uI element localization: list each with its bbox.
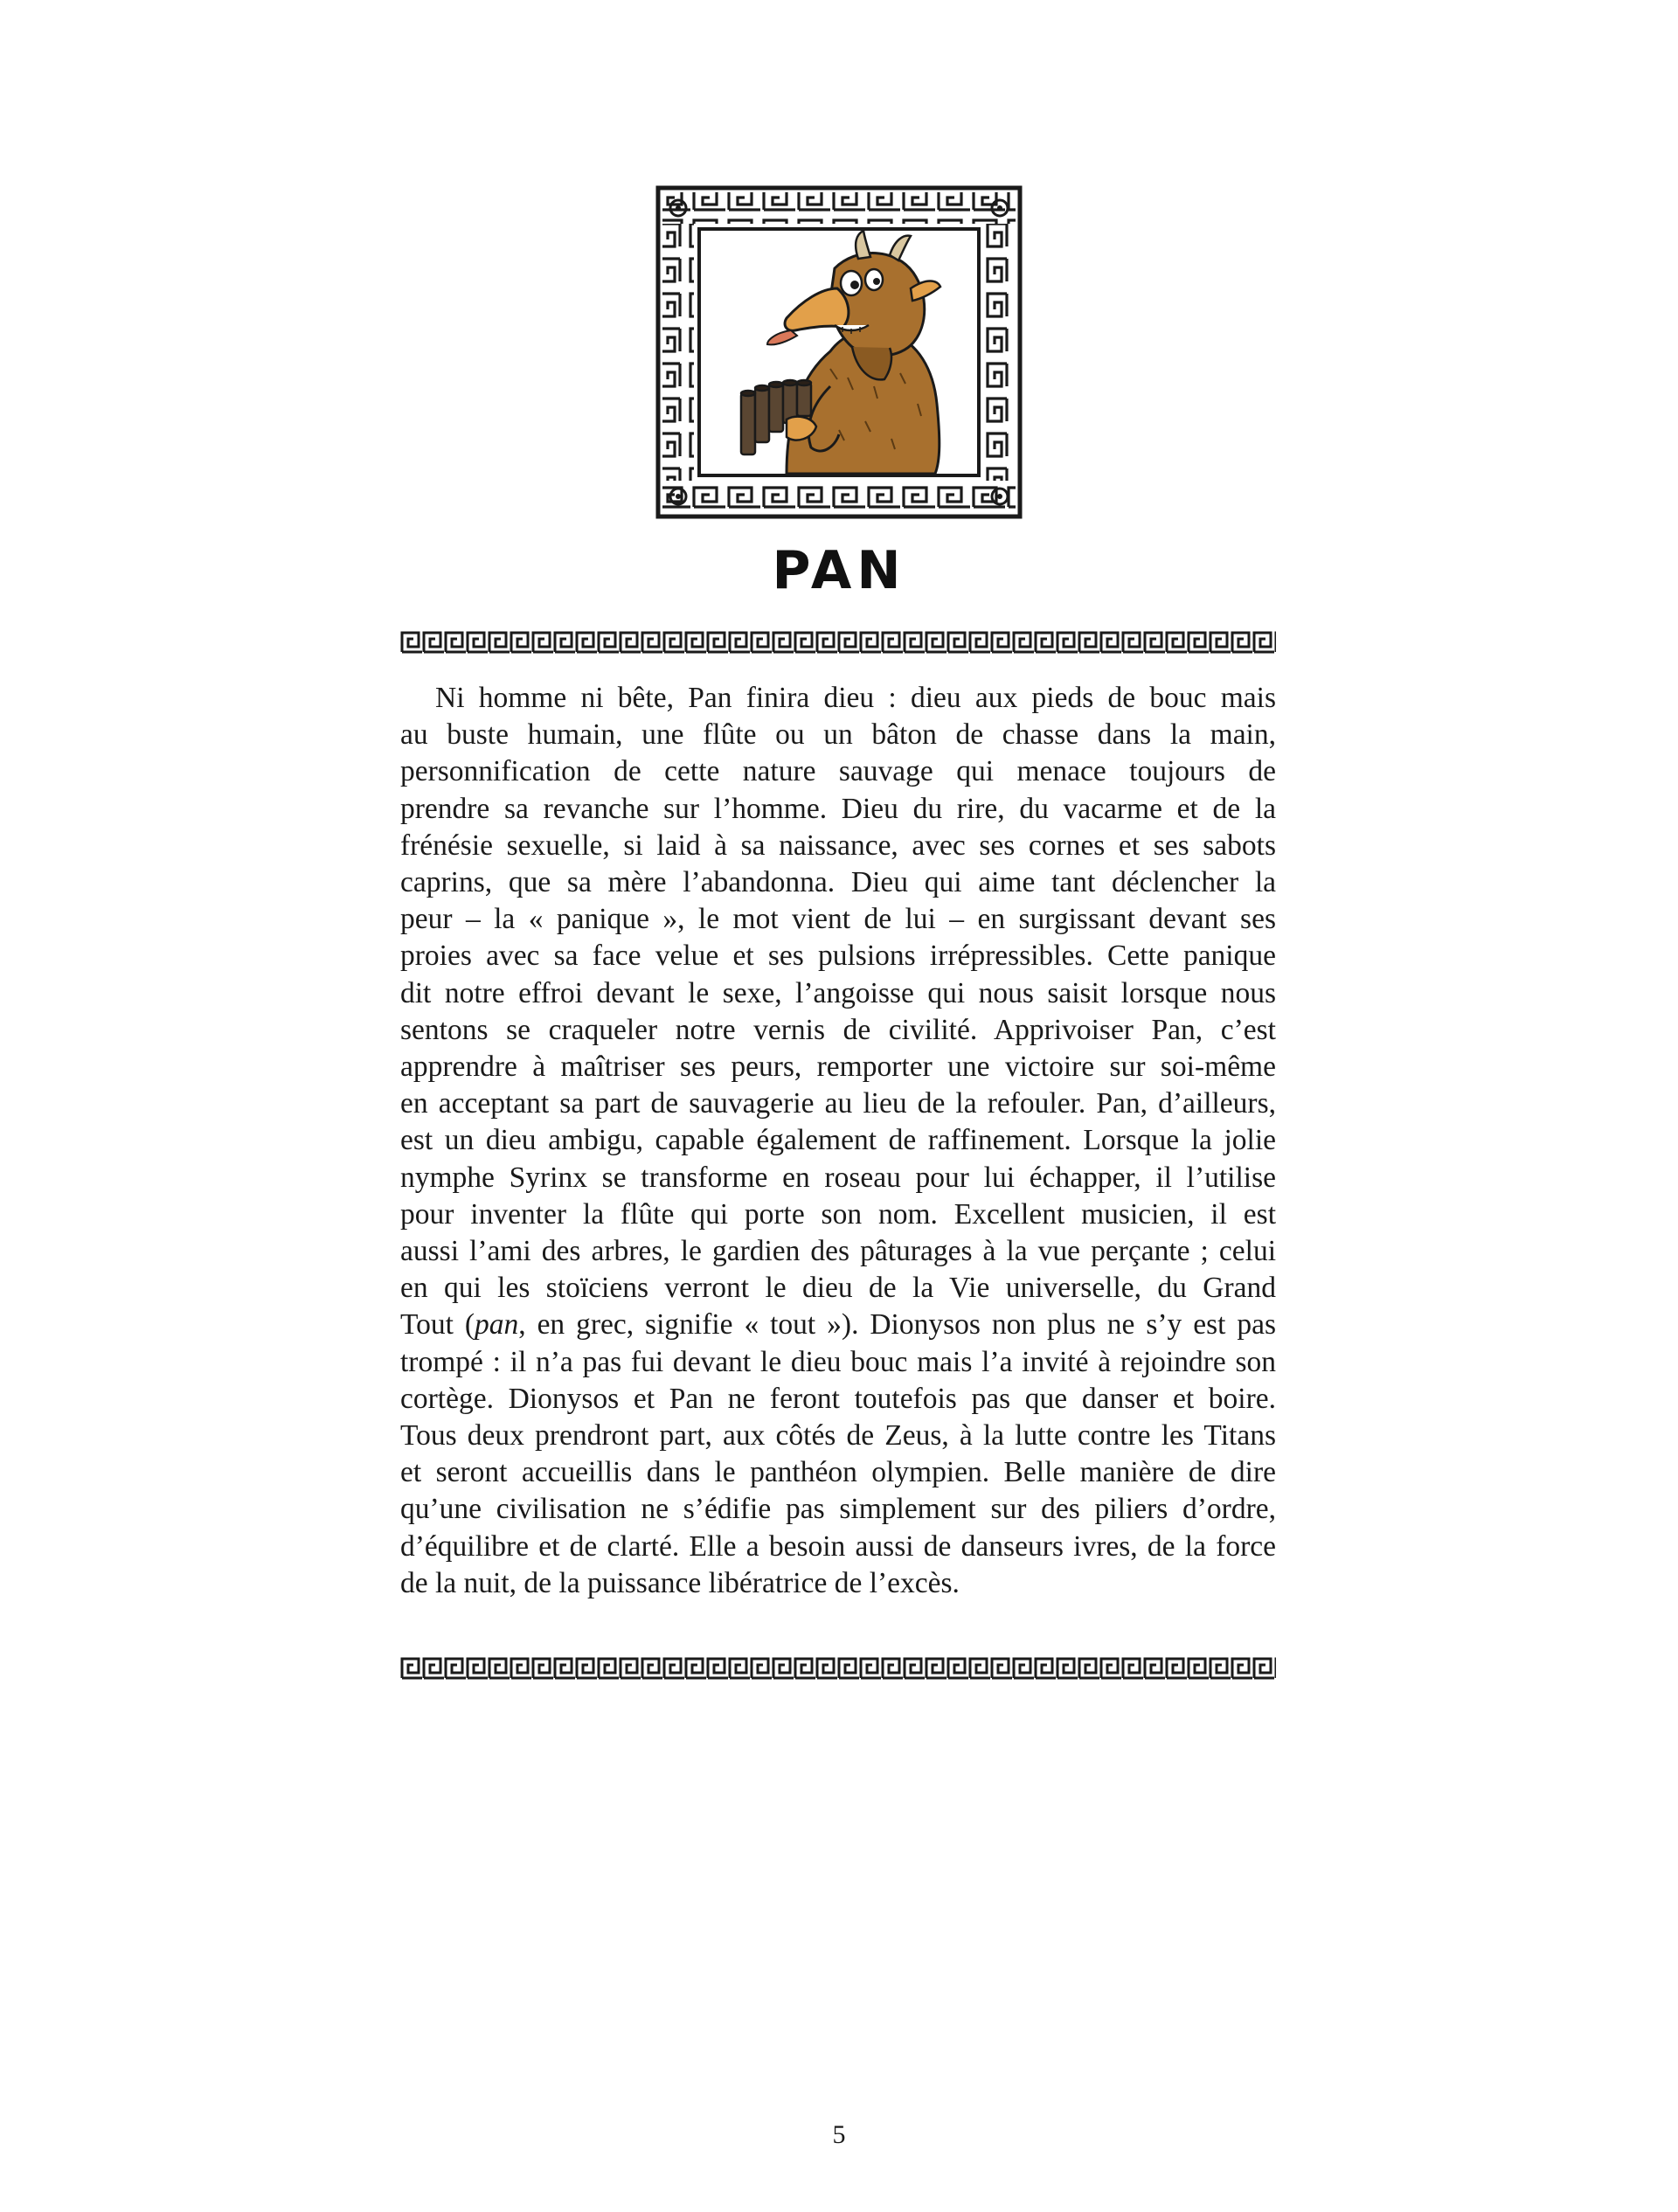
body-line: et seront accueillis dans le panthéon olympien. Belle manière de dire: [400, 1456, 1276, 1489]
body-line: nymphe Syrinx se transforme en roseau pour lui échapper, il l’utilise: [400, 1161, 1276, 1194]
body-line: en acceptant sa part de sauvagerie au lieu de la refouler. Pan, d’ailleurs,: [400, 1087, 1276, 1120]
body-line: cortège. Dionysos et Pan ne feront toutefois pas que danser et boire.: [400, 1382, 1276, 1415]
body-line: prendre sa revanche sur l’homme. Dieu du rire, du vacarme et de la: [400, 792, 1276, 825]
body-line: Tout (pan, en grec, signifie « tout »). Dionysos non plus ne s’y est pas: [400, 1308, 1276, 1342]
body-line: aussi l’ami des arbres, le gardien des pâturages à la vue perçante ; celui: [400, 1235, 1276, 1268]
body-line: personnification de cette nature sauvage qui menace toujours de: [400, 755, 1276, 788]
body-paragraph: [400, 680, 1276, 1641]
body-line: sentons se craqueler notre vernis de civilité. Apprivoiser Pan, c’est: [400, 1013, 1276, 1046]
body-line: dit notre effroi devant le sexe, l’angoisse qui nous saisit lorsque nous: [400, 976, 1276, 1009]
body-line: au buste humain, une flûte ou un bâton de chasse dans la main,: [400, 718, 1276, 752]
body-line: frénésie sexuelle, si laid à sa naissance, avec ses cornes et ses sabots: [400, 829, 1276, 862]
body-line: Tous deux prendront part, aux côtés de Zeus, à la lutte contre les Titans: [400, 1419, 1276, 1453]
body-line: apprendre à maîtriser ses peurs, remporter une victoire sur soi-même: [400, 1051, 1276, 1084]
body-line: proies avec sa face velue et ses pulsions irrépressibles. Cette panique: [400, 940, 1276, 973]
pan-portrait: [655, 185, 1023, 519]
greek-key-divider-bottom: [400, 1654, 1276, 1683]
pan-illustration: [655, 185, 1023, 519]
body-line: trompé : il n’a pas fui devant le dieu bouc mais l’a invité à rejoindre son: [400, 1345, 1276, 1378]
body-line: d’équilibre et de clarté. Elle a besoin aussi de danseurs ivres, de la force: [400, 1529, 1276, 1563]
greek-key-divider-top: [400, 628, 1276, 657]
body-line: caprins, que sa mère l’abandonna. Dieu qui aime tant déclencher la: [400, 866, 1276, 899]
body-line: de la nuit, de la puissance libératrice de l’excès.: [400, 1566, 960, 1599]
body-line: qu’une civilisation ne s’édifie pas simplement sur des piliers d’ordre,: [400, 1493, 1276, 1526]
page-number: 5: [832, 2120, 846, 2149]
page-title: PAN: [772, 540, 906, 601]
body-line: peur – la « panique », le mot vient de lui – en surgissant devant ses: [400, 903, 1276, 936]
body-line: pour inventer la flûte qui porte son nom. Excellent musicien, il est: [400, 1197, 1276, 1231]
body-line: en qui les stoïciens verront le dieu de la Vie universelle, du Grand: [400, 1272, 1276, 1305]
body-line: est un dieu ambigu, capable également de raffinement. Lorsque la jolie: [400, 1124, 1276, 1157]
body-line: Ni homme ni bête, Pan finira dieu : dieu aux pieds de bouc mais: [435, 682, 1276, 714]
